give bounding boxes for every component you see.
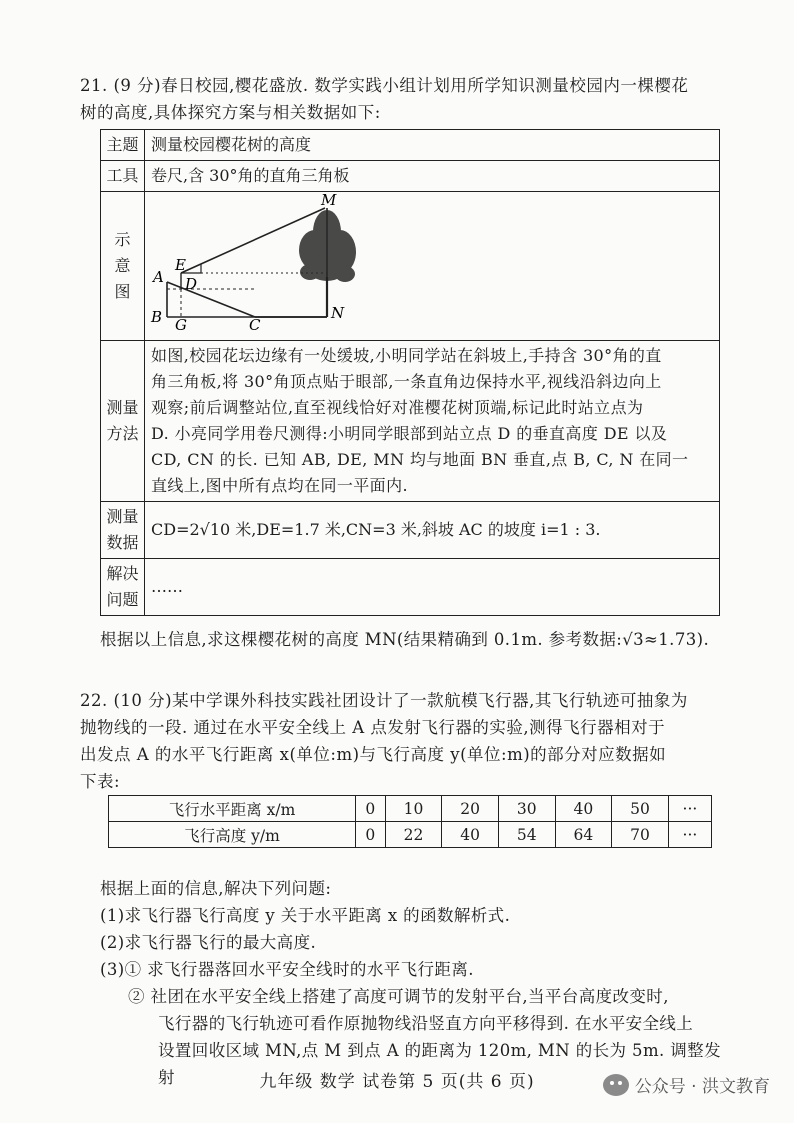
q22-sub3-2-line2: 飞行器的飞行轨迹可看作原抛物线沿竖直方向平移得到. 在水平安全线上 [158,1013,694,1033]
label-d: D [185,275,198,293]
diagram-cell [145,192,720,341]
tree-crown [299,210,356,282]
q22-sub2: (2)求飞行器飞行的最大高度. [100,932,317,952]
q22-sub3-1: (3)① 求飞行器落回水平安全线时的水平飞行距离. [100,959,474,979]
table-cell: 10 [385,796,442,822]
label-m: M [321,192,337,209]
watermark-text: 公众号 · 洪文教育 [634,1077,770,1097]
table-row [109,822,712,848]
flight-data-table [108,795,712,848]
solve-label: 解决 问题 [101,559,145,616]
diagram-label: 示 意 图 [101,192,145,341]
q22-sub3-2-line3: 设置回收区域 MN,点 M 到点 A 的距离为 120m, MN 的长为 5m. 调整发射 [158,1040,721,1087]
topic-label: 主题 [101,130,145,161]
table-cell: 0 [356,822,386,848]
table-cell: 70 [612,822,669,848]
table-cell: 40 [555,796,612,822]
label-c: C [249,316,261,332]
data-value: CD=2√10 米,DE=1.7 米,CN=3 米,斜坡 AC 的坡度 i=1 : 3. [145,502,720,559]
slope-ac [167,282,255,317]
label-n: N [331,304,345,322]
q22-sub3-2-line1: ② 社团在水平安全线上搭建了高度可调节的发射平台,当平台高度改变时, [128,986,669,1006]
label-b: B [151,308,163,326]
table-cell: 22 [385,822,442,848]
method-text: 如图,校园花坛边缘有一处缓坡,小明同学站在斜坡上,手持含 30°角的直 角三角板,将 30°角顶点贴于眼部,一条直角边保持水平,视线沿斜边向上 观察;前后调整站位,直至视线恰好对准樱花树顶端,标记此时站立点为 D. 小亮同学用卷尺测得:小明同学眼部到站立点 D 的垂直高度 DE 以及 CD, CN 的长. 已知 AB, DE, MN 均与地面 BN 垂直,点 B, C, N 在同一 直线上,图中所有点均在同一平面内. [145,341,720,502]
q21-info-table [100,129,720,616]
table-cell: 30 [498,796,555,822]
table-cell: 64 [555,822,612,848]
table-cell: 50 [612,796,669,822]
q22-intro-line4: 下表: [80,772,121,791]
table-row [101,559,720,616]
q22-sub1: (1)求飞行器飞行高度 y 关于水平距离 x 的函数解析式. [100,905,511,925]
label-e: E [175,256,186,274]
row2-header: 飞行高度 y/m [109,822,356,848]
table-row [101,161,720,192]
table-row [109,796,712,822]
table-cell: 20 [442,796,499,822]
q22-intro-line3: 出发点 A 的水平飞行距离 x(单位:m)与飞行高度 y(单位:m)的部分对应数据如 [80,745,667,764]
table-row [101,502,720,559]
table-cell: 0 [356,796,386,822]
q21-intro-line1: 21. (9 分)春日校园,樱花盛放. 数学实践小组计划用所学知识测量校园内一棵樱花 [80,76,689,95]
label-a: A [153,268,164,286]
table-cell: 54 [498,822,555,848]
table-cell: ··· [668,796,711,822]
q21-intro-line2: 树的高度,具体探究方案与相关数据如下: [80,103,381,122]
table-row [101,192,720,341]
tool-value: 卷尺,含 30°角的直角三角板 [145,161,720,192]
wechat-icon [603,1074,629,1096]
slope-tree-diagram [145,192,719,332]
data-label: 测量 数据 [101,502,145,559]
watermark [603,1072,770,1097]
q22-after-table: 根据上面的信息,解决下列问题: [100,878,332,898]
q21-question: 根据以上信息,求这棵樱花树的高度 MN(结果精确到 0.1m. 参考数据:√3≈1.73). [100,629,710,649]
row1-header: 飞行水平距离 x/m [109,796,356,822]
q22-intro-line2: 抛物线的一段. 通过在水平安全线上 A 点发射飞行器的实验,测得飞行器相对于 [80,718,666,737]
q22-intro-line1: 22. (10 分)某中学课外科技实践社团设计了一款航模飞行器,其飞行轨迹可抽象为 [80,691,688,710]
table-row [101,341,720,502]
table-cell: 40 [442,822,499,848]
label-g: G [175,316,187,332]
page-footer: 九年级 数学 试卷第 5 页(共 6 页) [259,1072,535,1092]
table-cell: ··· [668,822,711,848]
tool-label: 工具 [101,161,145,192]
table-row [101,130,720,161]
method-label: 测量 方法 [101,341,145,502]
topic-value: 测量校园樱花树的高度 [145,130,720,161]
solve-value: …… [145,559,720,616]
